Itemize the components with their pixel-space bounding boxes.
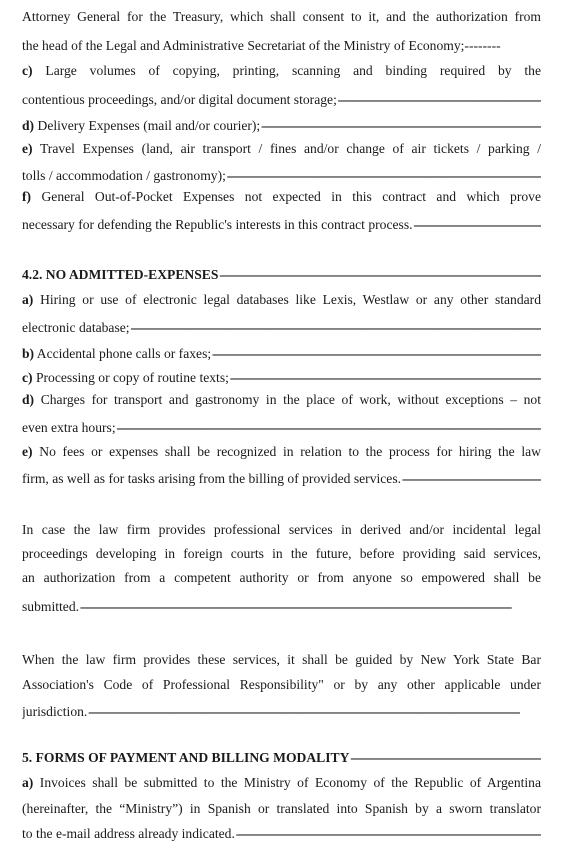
- text-line: [22, 91, 541, 108]
- text-line: [22, 8, 541, 25]
- line-text: (hereinafter, the “Ministry”) in Spanish or translated into Spanish by a sworn translator: [22, 801, 541, 816]
- heading-text: 5. FORMS OF PAYMENT AND BILLING MODALITY: [22, 750, 350, 765]
- line-text: firm, as well as for tasks arising from the billing of provided services.: [22, 471, 402, 486]
- line-text: Travel Expenses (land, air transport / fines and/or change of air tickets / parking /: [39, 141, 541, 156]
- line-text: contentious proceedings, and/or digital document storage;: [22, 92, 337, 107]
- line-text: even extra hours;: [22, 420, 116, 435]
- text-line: [22, 319, 541, 336]
- item-label: a): [22, 775, 34, 790]
- list-item-a: [22, 291, 541, 308]
- heading-text: 4.2. NO ADMITTED-EXPENSES: [22, 267, 219, 282]
- list-item-c: [22, 369, 541, 386]
- line-text: When the law firm provides these services, it shall be guided by New York State Bar: [22, 652, 541, 667]
- list-item-b: [22, 345, 541, 362]
- item-label: a): [22, 292, 34, 307]
- list-item-a: [22, 774, 541, 791]
- line-text: tolls / accommodation / gastronomy);: [22, 168, 226, 183]
- line-text: Charges for transport and gastronomy in the place of work, without exceptions – not: [40, 392, 541, 407]
- text-line: [22, 419, 541, 436]
- item-label: e): [22, 141, 33, 156]
- text-line: [22, 651, 541, 668]
- line-text: the head of the Legal and Administrative Secretariat of the Ministry of Economy;--------: [22, 38, 501, 53]
- text-line: [22, 167, 541, 184]
- list-item-f: [22, 188, 541, 205]
- section-heading-4-2: [22, 266, 541, 283]
- text-line: [22, 470, 541, 487]
- item-label: c): [22, 370, 33, 385]
- section-heading-5: [22, 749, 541, 766]
- line-text: to the e-mail address already indicated.: [22, 826, 235, 841]
- line-text: Delivery Expenses (mail and/or courier);: [37, 118, 261, 133]
- line-text: electronic database;: [22, 320, 130, 335]
- item-label: b): [22, 346, 35, 361]
- line-text: Invoices shall be submitted to the Ministry of Economy of the Republic of Argentina: [39, 775, 541, 790]
- line-text: Attorney General for the Treasury, which shall consent to it, and the authorization from: [22, 9, 541, 24]
- line-text: proceedings developing in foreign courts in the future, before providing said services,: [22, 546, 541, 561]
- line-text: necessary for defending the Republic's interests in this contract process.: [22, 217, 413, 232]
- text-line: [22, 216, 541, 233]
- line-text: Large volumes of copying, printing, scanning and binding required by the: [45, 63, 541, 78]
- item-label: e): [22, 444, 33, 459]
- text-line: [22, 521, 541, 538]
- text-line: [22, 800, 541, 817]
- text-line: [22, 569, 541, 586]
- line-text: Processing or copy of routine texts;: [35, 370, 229, 385]
- item-label: d): [22, 392, 35, 407]
- line-text: jurisdiction.: [22, 704, 88, 719]
- line-text: In case the law firm provides professional services in derived and/or incidental legal: [22, 522, 541, 537]
- line-text: No fees or expenses shall be recognized in relation to the process for hiring the law: [39, 444, 541, 459]
- text-line: [22, 825, 541, 842]
- text-line: [22, 598, 541, 615]
- text-line: [22, 37, 541, 54]
- text-line: [22, 676, 541, 693]
- list-item-c: [22, 62, 541, 79]
- line-text: Accidental phone calls or faxes;: [36, 346, 212, 361]
- text-line: [22, 703, 541, 720]
- item-label: f): [22, 189, 32, 204]
- line-text: submitted.: [22, 599, 80, 614]
- line-text: General Out-of-Pocket Expenses not expected in this contract and which prove: [41, 189, 541, 204]
- list-item-e: [22, 443, 541, 460]
- list-item-d: [22, 391, 541, 408]
- line-text: Association's Code of Professional Responsibility" or by any other applicable under: [22, 677, 541, 692]
- item-label: c): [22, 63, 33, 78]
- text-line: [22, 545, 541, 562]
- list-item-d: [22, 117, 541, 134]
- item-label: d): [22, 118, 35, 133]
- line-text: Hiring or use of electronic legal databases like Lexis, Westlaw or any other standard: [40, 292, 541, 307]
- line-text: an authorization from a competent authority or from anyone so empowered shall be: [22, 570, 541, 585]
- list-item-e: [22, 140, 541, 157]
